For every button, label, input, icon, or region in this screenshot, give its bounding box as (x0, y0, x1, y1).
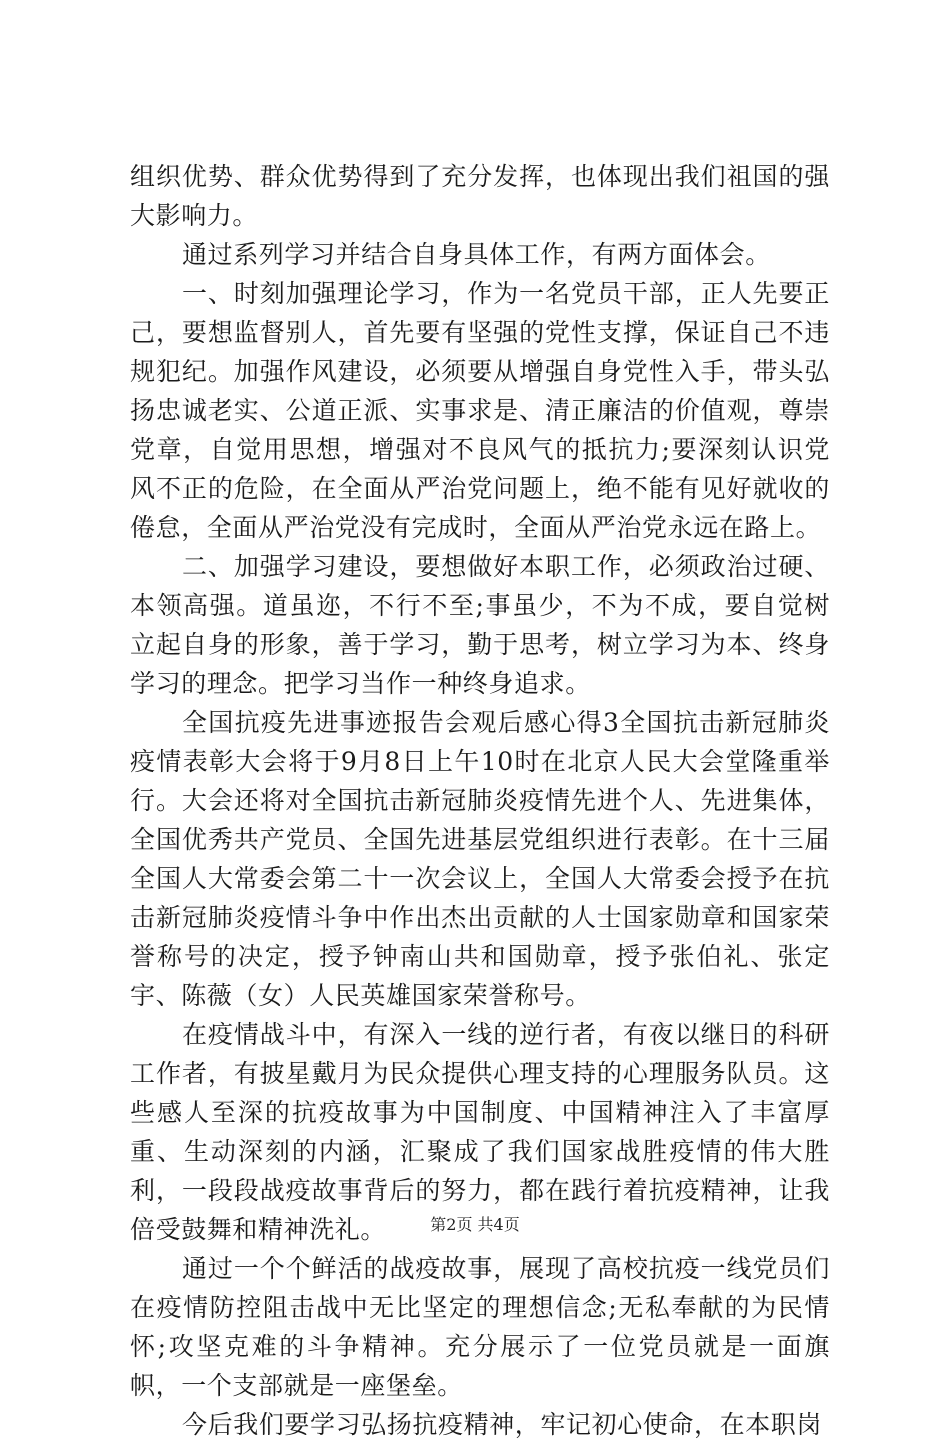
paragraph-4: 二、加强学习建设，要想做好本职工作，必须政治过硬、本领高强。道虽迩，不行不至;事虽少，不为不成，要自觉树立起自身的形象，善于学习，勤于思考，树立学习为本、终身学习的理念。把学习当作一种终身追求。 (130, 552, 830, 698)
paragraph-7: 通过一个个鲜活的战疫故事，展现了高校抗疫一线党员们在疫情防控阻击战中无比坚定的理想信念;无私奉献的为民情怀;攻坚克难的斗争精神。充分展示了一位党员就是一面旗帜，一个支部就是一座堡垒。 (130, 1254, 830, 1400)
document-body (130, 157, 830, 1444)
paragraph-2: 通过系列学习并结合自身具体工作，有两方面体会。 (182, 240, 771, 269)
page-number-footer: 第2页 共4页 (430, 1215, 520, 1234)
paragraph-3: 一、时刻加强理论学习，作为一名党员干部，正人先要正己，要想监督别人，首先要有坚强的党性支撑，保证自己不违规犯纪。加强作风建设，必须要从增强自身党性入手，带头弘扬忠诚老实、公道正派、实事求是、清正廉洁的价值观，尊崇党章，自觉用思想，增强对不良风气的抵抗力;要深刻认识党风不正的危险，在全面从严治党问题上，绝不能有见好就收的倦怠，全面从严治党没有完成时，全面从严治党永远在路上。 (130, 279, 830, 542)
paragraph-8: 今后我们要学习弘扬抗疫精神，牢记初心使命，在本职岗 (182, 1410, 823, 1439)
paragraph-5: 全国抗疫先进事迹报告会观后感心得3全国抗击新冠肺炎疫情表彰大会将于9月8日上午10时在北京人民大会堂隆重举行。大会还将对全国抗击新冠肺炎疫情先进个人、先进集体，全国优秀共产党员、全国先进基层党组织进行表彰。在十三届全国人大常委会第二十一次会议上，全国人大常委会授予在抗击新冠肺炎疫情斗争中作出杰出贡献的人士国家勋章和国家荣誉称号的决定，授予钟南山共和国勋章，授予张伯礼、张定宇、陈薇（女）人民英雄国家荣誉称号。 (130, 708, 830, 1010)
paragraph-1: 组织优势、群众优势得到了充分发挥，也体现出我们祖国的强大影响力。 (130, 162, 830, 230)
paragraph-6: 在疫情战斗中，有深入一线的逆行者，有夜以继日的科研工作者，有披星戴月为民众提供心理支持的心理服务队员。这些感人至深的抗疫故事为中国制度、中国精神注入了丰富厚重、生动深刻的内涵，汇聚成了我们国家战胜疫情的伟大胜利，一段段战疫故事背后的努力，都在践行着抗疫精神，让我倍受鼓舞和精神洗礼。 (130, 1020, 830, 1244)
